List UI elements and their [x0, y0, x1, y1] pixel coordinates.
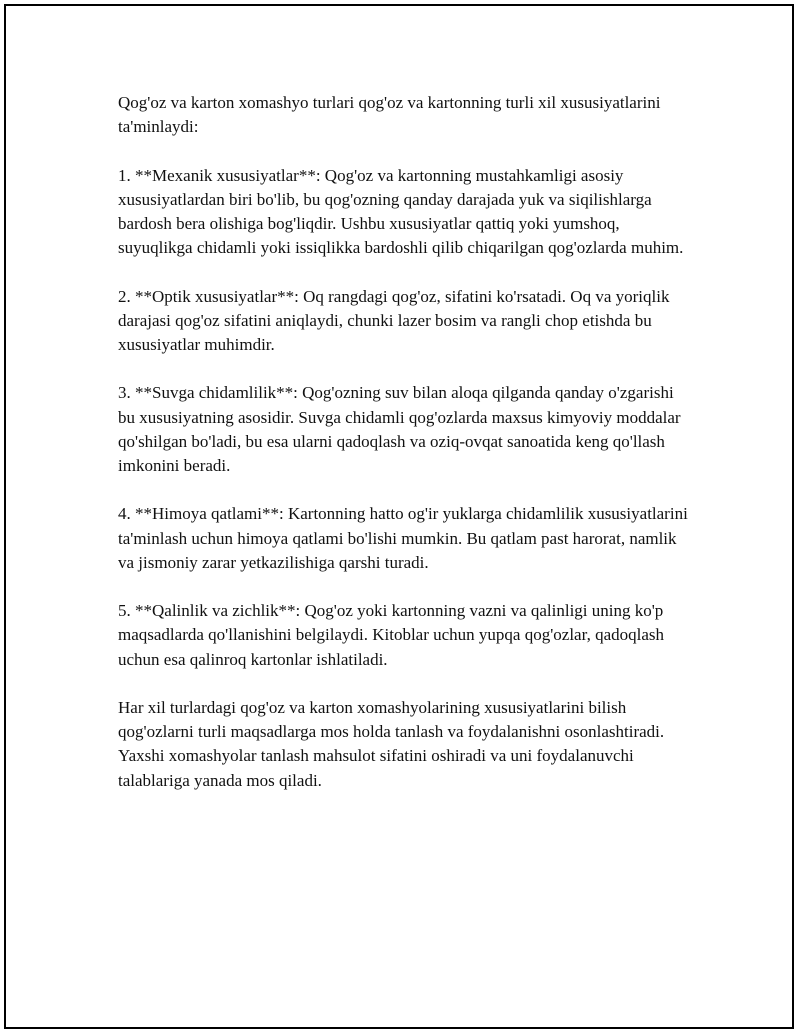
conclusion-paragraph: Har xil turlardagi qog'oz va karton xomashyolarining xususiyatlarini bilish qog'ozlarni turli maqsadlarga mos holda tanlash va foydalanishni osonlashtiradi. Yaxshi xomashyolar tanlash mahsulot sifatini oshiradi va uni foydalanuvchi talablariga yanada mos qiladi. — [118, 697, 665, 790]
paragraph-mechanical: 1. **Mexanik xususiyatlar**: Qog'oz va kartonning mustahkamligi asosiy xususiyatlardan biri bo'lib, bu qog'ozning qanday darajada yuk va siqilishlarga bardosh bera olishiga bog'liqdir. Ushbu xususiyatlar qattiq yoki yumshoq, suyuqlikga chidamli yoki issiqlikka bardoshli qilib chiqarilgan qog'ozlarda muhim. — [118, 165, 684, 258]
document-body — [118, 91, 688, 817]
paragraph-protective-layer: 4. **Himoya qatlami**: Kartonning hatto og'ir yuklarga chidamlilik xususiyatlarini ta'minlash uchun himoya qatlami bo'lishi mumkin. Bu qatlam past harorat, namlik va jismoniy zarar yetkazilishiga qarshi turadi. — [118, 504, 688, 572]
paragraph-water-resistance: 3. **Suvga chidamlilik**: Qog'ozning suv bilan aloqa qilganda qanday o'zgarishi bu xususiyatning asosidir. Suvga chidamli qog'ozlarda maxsus kimyoviy moddalar qo'shilgan bo'ladi, bu esa ularni qadoqlash va oziq-ovqat sanoatida keng qo'llash imkonini beradi. — [118, 383, 681, 475]
paragraph-thickness-density: 5. **Qalinlik va zichlik**: Qog'oz yoki kartonning vazni va qalinligi uning ko'p maqsadlarda qo'llanishini belgilaydi. Kitoblar uchun yupqa qog'ozlar, qadoqlash uchun esa qalinroq kartonlar ishlatiladi. — [118, 601, 665, 669]
intro-paragraph: Qog'oz va karton xomashyo turlari qog'oz va kartonning turli xil xususiyatlarini ta'minlaydi: — [118, 93, 661, 137]
paragraph-optical: 2. **Optik xususiyatlar**: Oq rangdagi qog'oz, sifatini ko'rsatadi. Oq va yoriqlik darajasi qog'oz sifatini aniqlaydi, chunki lazer bosim va rangli chop etishda bu xususiyatlar muhimdir. — [118, 286, 670, 354]
